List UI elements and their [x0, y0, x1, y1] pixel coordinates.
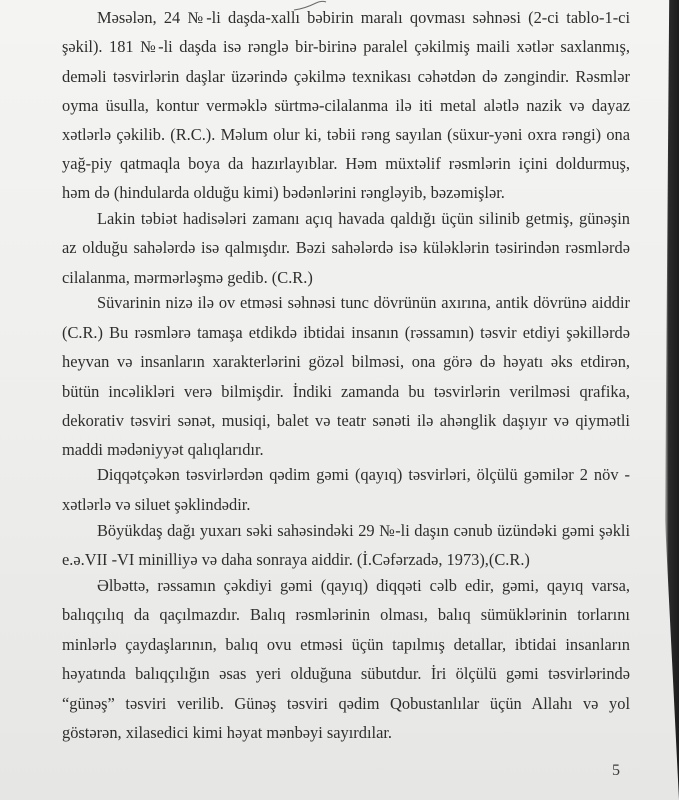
- paragraph-6-line-3: minlərlə çaydaşlarının, balıq ovu etməsi üçün tapılmış detallar, ibtidai insanların: [62, 635, 630, 654]
- paragraph-3-line-6: maddi mədəniyyət qalıqlarıdır.: [62, 440, 264, 459]
- page-number: 5: [612, 762, 620, 779]
- paragraph-1-line-3: deməli təsvirlərin daşlar üzərində çəkilmə texnikası cəhətdən də zəngindir. Rəsmlər: [62, 67, 630, 86]
- paragraph-1-line-6: yağ-piy qatmaqla boya da hazırlayıblar. Həm müxtəlif rəsmlərin içini doldurmuş,: [62, 154, 630, 173]
- paragraph-1-line-2: şəkil). 181 №-li daşda isə rənglə bir-birinə paralel çəkilmiş maili xətlər saxlanmış,: [62, 37, 630, 56]
- paragraph-5-line-2: e.ə.VII -VI minilliyə və daha sonraya aiddir. (İ.Cəfərzadə, 1973),(C.R.): [62, 550, 530, 569]
- paragraph-1-line-7: həm də (hindularda olduğu kimi) bədənlərini rəngləyib, bəzəmişlər.: [62, 183, 505, 202]
- paragraph-4-line-1: Diqqətçəkən təsvirlərdən qədim gəmi (qayıq) təsvirləri, ölçülü gəmilər 2 növ -: [97, 465, 630, 484]
- paragraph-3-line-5: dekorativ təsviri sənət, musiqi, balet və teatr sənəti ilə ahənglik daşıyır və qiymətli: [62, 411, 630, 430]
- paragraph-6-line-6: göstərən, xilasedici kimi həyat mənbəyi sayırdılar.: [62, 723, 392, 742]
- paragraph-6-line-5: “günəş” təsviri verilib. Günəş təsviri qədim Qobustanlılar üçün Allahı və yol: [62, 694, 630, 713]
- paragraph-3-line-1: Süvarinin nizə ilə ov etməsi səhnəsi tunc dövrünün axırına, antik dövrünə aiddir: [97, 293, 630, 312]
- paragraph-3-line-2: (C.R.) Bu rəsmlərə tamaşa etdikdə ibtidai insanın (rəssamın) təsvir etdiyi şəkillərdə: [62, 323, 630, 342]
- paragraph-5-line-1: Böyükdaş dağı yuxarı səki sahəsindəki 29 №-li daşın cənub üzündəki gəmi şəkli: [97, 521, 630, 540]
- paragraph-4-line-2: xətlərlə və siluet şəklindədir.: [62, 495, 251, 514]
- paragraph-1-line-4: oyma üsulla, kontur verməklə sürtmə-cilalanma ilə iti metal alətlə nazik və dayaz: [62, 96, 630, 115]
- paragraph-3-line-3: heyvan və insanların xarakterlərini gözəl bilməsi, ona görə də həyatı əks etdirən,: [62, 352, 630, 371]
- page-edge-shadow: [665, 0, 679, 800]
- paragraph-6-line-4: həyatında balıqçılığın əsas yeri olduğuna sübutdur. İri ölçülü gəmi təsvirlərində: [62, 664, 630, 683]
- paragraph-2-line-1: Lakin təbiət hadisələri zamanı açıq havada qaldığı üçün silinib getmiş, günəşin: [97, 209, 630, 228]
- paragraph-1-line-5: xətlərlə çəkilib. (R.C.). Məlum olur ki, təbii rəng sayılan (süxur-yəni oxra rəngi) ona: [62, 125, 630, 144]
- paragraph-3-line-4: bütün incəlikləri verə bilmişdir. İndiki zamanda bu təsvirlərin verilməsi qrafika,: [62, 382, 630, 401]
- paragraph-6-line-1: Əlbəttə, rəssamın çəkdiyi gəmi (qayıq) diqqəti cəlb edir, gəmi, qayıq varsa,: [97, 576, 630, 595]
- paragraph-6-line-2: balıqçılıq da qaçılmazdır. Balıq rəsmlərinin olması, balıq sümüklərinin torlarını: [62, 605, 630, 624]
- paragraph-2-line-2: az olduğu sahələrdə isə qalmışdır. Bəzi sahələrdə isə küləklərin təsirindən rəsmlərdə: [62, 238, 630, 257]
- paragraph-1-line-1: Məsələn, 24 №-li daşda-xallı bəbirin maralı qovması səhnəsi (2-ci tablo-1-ci: [97, 8, 630, 27]
- paragraph-2-line-3: cilalanma, mərmərləşmə gedib. (C.R.): [62, 268, 313, 287]
